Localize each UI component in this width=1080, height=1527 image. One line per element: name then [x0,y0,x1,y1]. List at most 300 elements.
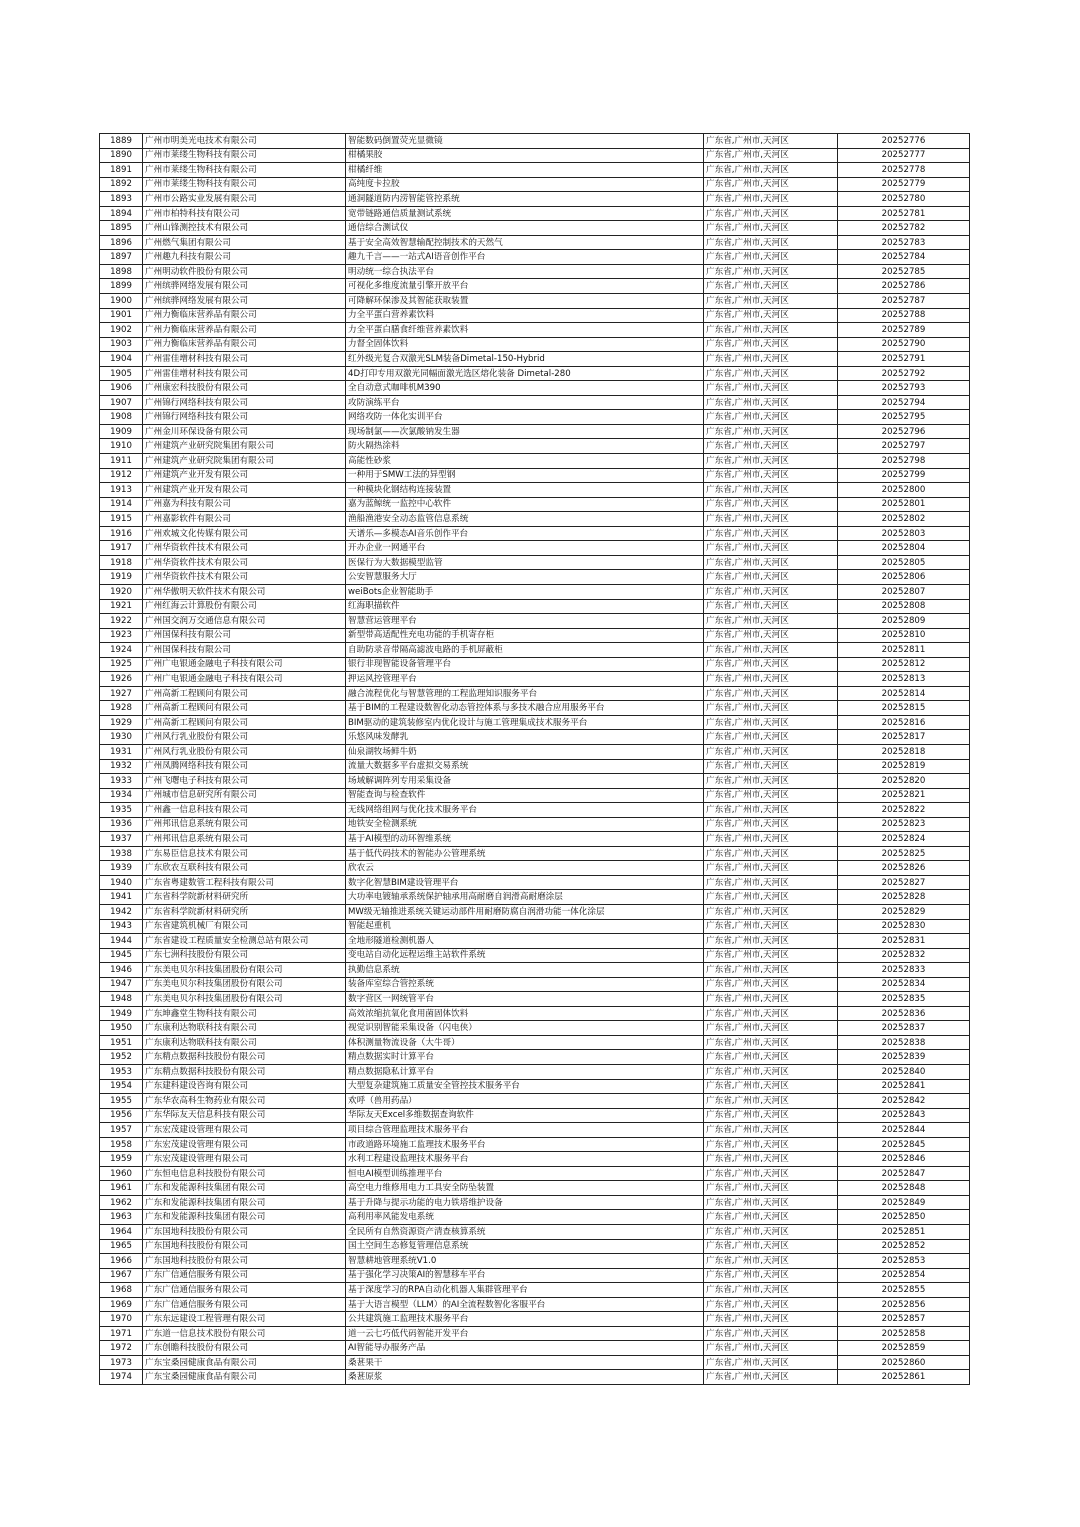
region-cell: 广东省,广州市,天河区 [704,1065,838,1080]
table-row [100,614,970,629]
product-name-cell: 智能起重机 [346,919,704,934]
company-name-cell: 广东和发能源科技集团有限公司 [143,1210,346,1225]
row-number-cell: 1954 [100,1079,143,1094]
code-number-cell: 20252836 [838,1006,970,1021]
product-name-cell: 渔船渔港安全动态监管信息系统 [346,512,704,527]
code-number-cell: 20252855 [838,1283,970,1298]
product-name-cell: 基于安全高效智慧输配控制技术的天然气 [346,235,704,250]
company-name-cell: 广州市柏特科技有限公司 [143,206,346,221]
company-name-cell: 广州市公路实业发展有限公司 [143,192,346,207]
region-cell: 广东省,广州市,天河区 [704,672,838,687]
company-name-cell: 广州红海云计算股份有限公司 [143,599,346,614]
region-cell: 广东省,广州市,天河区 [704,1166,838,1181]
code-number-cell: 20252808 [838,599,970,614]
region-cell: 广东省,广州市,天河区 [704,744,838,759]
region-cell: 广东省,广州市,天河区 [704,439,838,454]
region-cell: 广东省,广州市,天河区 [704,483,838,498]
company-name-cell: 广东欣农互联科技有限公司 [143,861,346,876]
row-number-cell: 1907 [100,395,143,410]
product-name-cell: 网络攻防一体化实训平台 [346,410,704,425]
code-number-cell: 20252844 [838,1123,970,1138]
row-number-cell: 1906 [100,381,143,396]
row-number-cell: 1943 [100,919,143,934]
region-cell: 广东省,广州市,天河区 [704,1050,838,1065]
region-cell: 广东省,广州市,天河区 [704,1094,838,1109]
product-name-cell: 一种用于SMW工法的异型钢 [346,468,704,483]
code-number-cell: 20252850 [838,1210,970,1225]
table-row [100,992,970,1007]
product-name-cell: 嘉为蓝鲸统一监控中心软件 [346,497,704,512]
row-number-cell: 1903 [100,337,143,352]
row-number-cell: 1937 [100,832,143,847]
company-name-cell: 广州高新工程顾问有限公司 [143,715,346,730]
company-name-cell: 广东省科学院新材料研究所 [143,904,346,919]
company-name-cell: 广东精点数据科技股份有限公司 [143,1050,346,1065]
code-number-cell: 20252811 [838,643,970,658]
company-name-cell: 广州飞曙电子科技有限公司 [143,774,346,789]
code-number-cell: 20252854 [838,1268,970,1283]
code-number-cell: 20252818 [838,744,970,759]
product-name-cell: 基于升降与提示功能的电力铁塔维护设备 [346,1195,704,1210]
company-name-cell: 广州市莱缕生物科技有限公司 [143,163,346,178]
table-row [100,643,970,658]
table-row [100,497,970,512]
company-name-cell: 广东恒电信息科技股份有限公司 [143,1166,346,1181]
company-name-cell: 广州山锋测控技术有限公司 [143,221,346,236]
table-body [100,134,970,1385]
product-name-cell: 红外级光复合双激光SLM装备Dimetal-150-Hybrid [346,352,704,367]
code-number-cell: 20252834 [838,977,970,992]
table-row [100,163,970,178]
region-cell: 广东省,广州市,天河区 [704,250,838,265]
company-name-cell: 广东华农高科生物药业有限公司 [143,1094,346,1109]
product-name-cell: 无线网络组网与优化技术服务平台 [346,803,704,818]
table-row [100,1341,970,1356]
code-number-cell: 20252798 [838,454,970,469]
table-row [100,235,970,250]
region-cell: 广东省,广州市,天河区 [704,788,838,803]
product-name-cell: 公安智慧服务大厅 [346,570,704,585]
company-name-cell: 广州邦讯信息系统有限公司 [143,832,346,847]
table-row [100,701,970,716]
region-cell: 广东省,广州市,天河区 [704,148,838,163]
code-number-cell: 20252788 [838,308,970,323]
code-number-cell: 20252826 [838,861,970,876]
product-name-cell: 精点数据实时计算平台 [346,1050,704,1065]
company-name-cell: 广州市明美光电技术有限公司 [143,134,346,149]
table-row [100,134,970,149]
table-row [100,264,970,279]
table-row [100,1050,970,1065]
product-name-cell: 欣农云 [346,861,704,876]
product-name-cell: 4D打印专用双激光同幅面激光选区熔化装备 Dimetal-280 [346,366,704,381]
product-name-cell: 自助防录音带隔高滤波电路的手机屏蔽柜 [346,643,704,658]
product-name-cell: 基于低代码技术的智能办公管理系统 [346,846,704,861]
region-cell: 广东省,广州市,天河区 [704,1312,838,1327]
table-row [100,846,970,861]
company-name-cell: 广东广信通信服务有限公司 [143,1283,346,1298]
company-name-cell: 广东国地科技股份有限公司 [143,1239,346,1254]
row-number-cell: 1953 [100,1065,143,1080]
code-number-cell: 20252807 [838,584,970,599]
company-name-cell: 广州市莱缕生物科技有限公司 [143,177,346,192]
product-name-cell: 防火隔热涂料 [346,439,704,454]
table-row [100,1326,970,1341]
company-name-cell: 广州嘉影软件有限公司 [143,512,346,527]
company-name-cell: 广州凤腾网络科技有限公司 [143,759,346,774]
product-name-cell: 智慧营运管理平台 [346,614,704,629]
row-number-cell: 1920 [100,584,143,599]
code-number-cell: 20252778 [838,163,970,178]
row-number-cell: 1912 [100,468,143,483]
table-row [100,424,970,439]
product-name-cell: 流量大数据多平台虚拟交易系统 [346,759,704,774]
company-name-cell: 广州建筑产业开发有限公司 [143,468,346,483]
row-number-cell: 1942 [100,904,143,919]
region-cell: 广东省,广州市,天河区 [704,846,838,861]
table-row [100,817,970,832]
company-name-cell: 广州力衡临床营养品有限公司 [143,323,346,338]
code-number-cell: 20252786 [838,279,970,294]
company-name-cell: 广东省建设工程质量安全检测总站有限公司 [143,934,346,949]
company-name-cell: 广东华际友天信息科技有限公司 [143,1108,346,1123]
region-cell: 广东省,广州市,天河区 [704,963,838,978]
code-number-cell: 20252819 [838,759,970,774]
product-name-cell: 数字化智慧BIM建设管理平台 [346,875,704,890]
region-cell: 广东省,广州市,天河区 [704,774,838,789]
table-row [100,395,970,410]
product-name-cell: 全民所有自然资源资产清查核算系统 [346,1225,704,1240]
region-cell: 广东省,广州市,天河区 [704,541,838,556]
region-cell: 广东省,广州市,天河区 [704,1152,838,1167]
row-number-cell: 1916 [100,526,143,541]
region-cell: 广东省,广州市,天河区 [704,977,838,992]
row-number-cell: 1936 [100,817,143,832]
product-name-cell: 高能性砂浆 [346,454,704,469]
region-cell: 广东省,广州市,天河区 [704,919,838,934]
company-name-cell: 广州华资软件技术有限公司 [143,555,346,570]
table-row [100,628,970,643]
row-number-cell: 1948 [100,992,143,1007]
row-number-cell: 1894 [100,206,143,221]
region-cell: 广东省,广州市,天河区 [704,1370,838,1385]
region-cell: 广东省,广州市,天河区 [704,1006,838,1021]
product-name-cell: MW级无轴推进系统关键运动部件用耐磨防腐自润滑功能一体化涂层 [346,904,704,919]
table-row [100,1035,970,1050]
company-name-cell: 广州明动软件股份有限公司 [143,264,346,279]
code-number-cell: 20252815 [838,701,970,716]
region-cell: 广东省,广州市,天河区 [704,1123,838,1138]
product-name-cell: AI智能导办服务产品 [346,1341,704,1356]
product-name-cell: 宽带链路通信质量测试系统 [346,206,704,221]
company-name-cell: 广东东远建设工程管理有限公司 [143,1312,346,1327]
product-name-cell: 智能查询与检查软件 [346,788,704,803]
company-name-cell: 广州建筑产业研究院集团有限公司 [143,439,346,454]
product-name-cell: 公共建筑施工监理技术服务平台 [346,1312,704,1327]
region-cell: 广东省,广州市,天河区 [704,948,838,963]
table-row [100,177,970,192]
code-number-cell: 20252838 [838,1035,970,1050]
region-cell: 广东省,广州市,天河区 [704,1137,838,1152]
product-name-cell: 可降解环保渗及其智能获取装置 [346,294,704,309]
product-name-cell: 恒电AI模型训练推理平台 [346,1166,704,1181]
code-number-cell: 20252817 [838,730,970,745]
region-cell: 广东省,广州市,天河区 [704,177,838,192]
row-number-cell: 1914 [100,497,143,512]
company-name-cell: 广州风行乳业股份有限公司 [143,730,346,745]
region-cell: 广东省,广州市,天河区 [704,395,838,410]
table-row [100,1181,970,1196]
code-number-cell: 20252851 [838,1225,970,1240]
code-number-cell: 20252842 [838,1094,970,1109]
code-number-cell: 20252830 [838,919,970,934]
table-row [100,730,970,745]
product-name-cell: 智慧耕地管理系统V1.0 [346,1254,704,1269]
product-name-cell: 场域解调阵列专用采集设备 [346,774,704,789]
region-cell: 广东省,广州市,天河区 [704,1225,838,1240]
code-number-cell: 20252792 [838,366,970,381]
company-name-cell: 广东康利达物联科技有限公司 [143,1021,346,1036]
company-name-cell: 广州广电银通金融电子科技有限公司 [143,672,346,687]
company-name-cell: 广州建筑产业研究院集团有限公司 [143,454,346,469]
region-cell: 广东省,广州市,天河区 [704,657,838,672]
table-row [100,366,970,381]
code-number-cell: 20252823 [838,817,970,832]
code-number-cell: 20252789 [838,323,970,338]
table-row [100,352,970,367]
code-number-cell: 20252777 [838,148,970,163]
code-number-cell: 20252827 [838,875,970,890]
row-number-cell: 1966 [100,1254,143,1269]
product-list-table [99,133,970,1385]
code-number-cell: 20252848 [838,1181,970,1196]
company-name-cell: 广东宝桑园健康食品有限公司 [143,1355,346,1370]
table-row [100,1268,970,1283]
table-row [100,381,970,396]
row-number-cell: 1947 [100,977,143,992]
company-name-cell: 广州国交润万交通信息有限公司 [143,614,346,629]
code-number-cell: 20252780 [838,192,970,207]
region-cell: 广东省,广州市,天河区 [704,1210,838,1225]
row-number-cell: 1922 [100,614,143,629]
product-name-cell: 攻防演练平台 [346,395,704,410]
table-row [100,744,970,759]
code-number-cell: 20252796 [838,424,970,439]
row-number-cell: 1941 [100,890,143,905]
table-row [100,832,970,847]
code-number-cell: 20252802 [838,512,970,527]
company-name-cell: 广东宏茂建设管理有限公司 [143,1137,346,1152]
product-name-cell: 视觉识别智能采集设备（闪电侠） [346,1021,704,1036]
company-name-cell: 广州雷佳增材科技有限公司 [143,366,346,381]
table-row [100,715,970,730]
region-cell: 广东省,广州市,天河区 [704,686,838,701]
company-name-cell: 广东宝桑园健康食品有限公司 [143,1370,346,1385]
code-number-cell: 20252776 [838,134,970,149]
table-row [100,541,970,556]
product-name-cell: 趣九千言——一站式AI语音创作平台 [346,250,704,265]
row-number-cell: 1958 [100,1137,143,1152]
company-name-cell: 广州嘉为科技有限公司 [143,497,346,512]
product-name-cell: 高空电力维修用电力工具安全防坠装置 [346,1181,704,1196]
product-name-cell: 基于深度学习的RPA自动化机器人集群管理平台 [346,1283,704,1298]
company-name-cell: 广东广信通信服务有限公司 [143,1268,346,1283]
region-cell: 广东省,广州市,天河区 [704,381,838,396]
region-cell: 广东省,广州市,天河区 [704,337,838,352]
product-name-cell: 高效浓缩抗氧化食用菌固体饮料 [346,1006,704,1021]
code-number-cell: 20252829 [838,904,970,919]
table-row [100,890,970,905]
product-name-cell: 一种模块化钢结构连接装置 [346,483,704,498]
company-name-cell: 广东康利达物联科技有限公司 [143,1035,346,1050]
product-name-cell: 大型复杂建筑施工质量安全管控技术服务平台 [346,1079,704,1094]
table-row [100,584,970,599]
row-number-cell: 1925 [100,657,143,672]
region-cell: 广东省,广州市,天河区 [704,163,838,178]
row-number-cell: 1949 [100,1006,143,1021]
table-row [100,1137,970,1152]
row-number-cell: 1934 [100,788,143,803]
region-cell: 广东省,广州市,天河区 [704,1181,838,1196]
row-number-cell: 1910 [100,439,143,454]
region-cell: 广东省,广州市,天河区 [704,1108,838,1123]
row-number-cell: 1924 [100,643,143,658]
row-number-cell: 1892 [100,177,143,192]
row-number-cell: 1913 [100,483,143,498]
code-number-cell: 20252831 [838,934,970,949]
region-cell: 广东省,广州市,天河区 [704,264,838,279]
table-row [100,323,970,338]
code-number-cell: 20252793 [838,381,970,396]
row-number-cell: 1928 [100,701,143,716]
table-row [100,1239,970,1254]
company-name-cell: 广州锦行网络科技有限公司 [143,410,346,425]
row-number-cell: 1940 [100,875,143,890]
company-name-cell: 广州缤骅网络发展有限公司 [143,294,346,309]
row-number-cell: 1955 [100,1094,143,1109]
row-number-cell: 1893 [100,192,143,207]
table-row [100,934,970,949]
company-name-cell: 广东创瞻科技股份有限公司 [143,1341,346,1356]
table-row [100,570,970,585]
region-cell: 广东省,广州市,天河区 [704,279,838,294]
code-number-cell: 20252852 [838,1239,970,1254]
region-cell: 广东省,广州市,天河区 [704,366,838,381]
company-name-cell: 广州缤骅网络发展有限公司 [143,279,346,294]
table-row [100,192,970,207]
code-number-cell: 20252824 [838,832,970,847]
region-cell: 广东省,广州市,天河区 [704,599,838,614]
code-number-cell: 20252785 [838,264,970,279]
code-number-cell: 20252835 [838,992,970,1007]
company-name-cell: 广州风行乳业股份有限公司 [143,744,346,759]
region-cell: 广东省,广州市,天河区 [704,904,838,919]
row-number-cell: 1956 [100,1108,143,1123]
region-cell: 广东省,广州市,天河区 [704,992,838,1007]
company-name-cell: 广东宏茂建设管理有限公司 [143,1123,346,1138]
code-number-cell: 20252839 [838,1050,970,1065]
region-cell: 广东省,广州市,天河区 [704,1035,838,1050]
company-name-cell: 广州国保科技有限公司 [143,628,346,643]
table-row [100,875,970,890]
table-row [100,1108,970,1123]
region-cell: 广东省,广州市,天河区 [704,1341,838,1356]
row-number-cell: 1926 [100,672,143,687]
product-name-cell: 市政道路环境施工监理技术服务平台 [346,1137,704,1152]
region-cell: 广东省,广州市,天河区 [704,701,838,716]
product-name-cell: 新型带高适配性充电功能的手机寄存柜 [346,628,704,643]
product-name-cell: 全地形隧道检测机器人 [346,934,704,949]
table-row [100,439,970,454]
company-name-cell: 广州广电银通金融电子科技有限公司 [143,657,346,672]
product-name-cell: 天谱乐—多模态AI音乐创作平台 [346,526,704,541]
row-number-cell: 1946 [100,963,143,978]
code-number-cell: 20252814 [838,686,970,701]
code-number-cell: 20252825 [838,846,970,861]
code-number-cell: 20252816 [838,715,970,730]
table-row [100,148,970,163]
product-name-cell: 数字营区一网统管平台 [346,992,704,1007]
product-name-cell: 仙泉湖牧场鲜牛奶 [346,744,704,759]
row-number-cell: 1970 [100,1312,143,1327]
code-number-cell: 20252810 [838,628,970,643]
row-number-cell: 1889 [100,134,143,149]
code-number-cell: 20252784 [838,250,970,265]
code-number-cell: 20252828 [838,890,970,905]
region-cell: 广东省,广州市,天河区 [704,1355,838,1370]
row-number-cell: 1917 [100,541,143,556]
code-number-cell: 20252791 [838,352,970,367]
code-number-cell: 20252787 [838,294,970,309]
product-name-cell: 水利工程建设监理技术服务平台 [346,1152,704,1167]
row-number-cell: 1961 [100,1181,143,1196]
company-name-cell: 广州城市信息研究所有限公司 [143,788,346,803]
row-number-cell: 1968 [100,1283,143,1298]
company-name-cell: 广东宏茂建设管理有限公司 [143,1152,346,1167]
company-name-cell: 广州康宏科技股份有限公司 [143,381,346,396]
product-name-cell: 大功率电镀轴承系统保护轴承用高耐磨自润滑高耐磨涂层 [346,890,704,905]
region-cell: 广东省,广州市,天河区 [704,1254,838,1269]
row-number-cell: 1900 [100,294,143,309]
code-number-cell: 20252790 [838,337,970,352]
code-number-cell: 20252800 [838,483,970,498]
table-row [100,483,970,498]
region-cell: 广东省,广州市,天河区 [704,512,838,527]
table-row [100,1370,970,1385]
row-number-cell: 1973 [100,1355,143,1370]
row-number-cell: 1923 [100,628,143,643]
code-number-cell: 20252822 [838,803,970,818]
region-cell: 广东省,广州市,天河区 [704,832,838,847]
region-cell: 广东省,广州市,天河区 [704,352,838,367]
code-number-cell: 20252856 [838,1297,970,1312]
product-name-cell: 银行非现智能设备管理平台 [346,657,704,672]
row-number-cell: 1963 [100,1210,143,1225]
product-name-cell: 基于BIM的工程建设数智化动态管控体系与多技术融合应用服务平台 [346,701,704,716]
code-number-cell: 20252783 [838,235,970,250]
table-row [100,1283,970,1298]
region-cell: 广东省,广州市,天河区 [704,628,838,643]
row-number-cell: 1972 [100,1341,143,1356]
region-cell: 广东省,广州市,天河区 [704,890,838,905]
table-row [100,221,970,236]
table-row [100,1166,970,1181]
company-name-cell: 广州高新工程顾问有限公司 [143,686,346,701]
region-cell: 广东省,广州市,天河区 [704,1021,838,1036]
company-name-cell: 广州趣九科技有限公司 [143,250,346,265]
product-name-cell: 执勤信息系统 [346,963,704,978]
region-cell: 广东省,广州市,天河区 [704,1297,838,1312]
